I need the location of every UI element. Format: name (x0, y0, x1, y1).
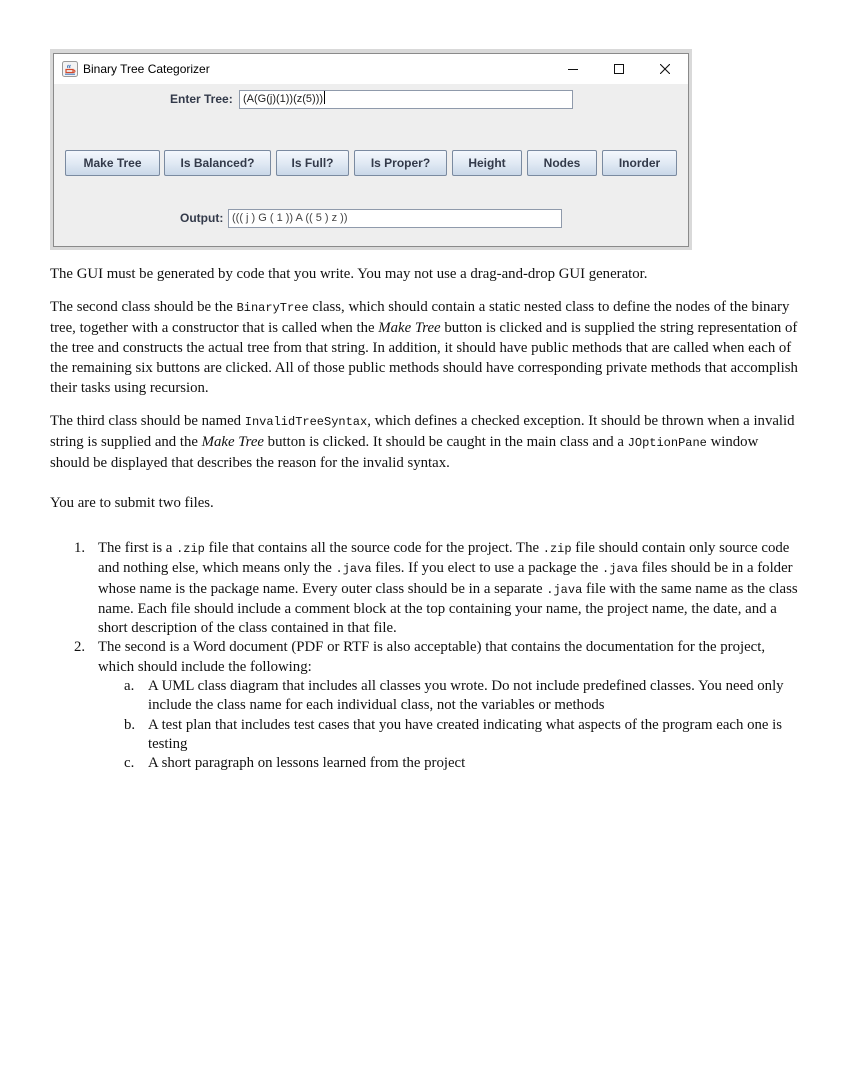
sub-list-item (98, 716, 798, 755)
inorder-button[interactable]: Inorder (602, 150, 677, 176)
code-binarytree: BinaryTree (236, 301, 309, 315)
tree-input-value: (A(G(j)(1))(z(5))) (243, 93, 324, 105)
nodes-button[interactable]: Nodes (527, 150, 597, 176)
height-button[interactable]: Height (452, 150, 522, 176)
text-caret (324, 91, 325, 104)
list-item (50, 638, 798, 773)
emphasis-make-tree: Make Tree (378, 320, 441, 336)
list-item (50, 539, 798, 638)
window-title: Binary Tree Categorizer (83, 62, 210, 76)
text-run: The first is a (98, 540, 177, 556)
code-zip: .zip (176, 542, 205, 556)
text-run: The second is a Word document (PDF or RTF is also acceptable) that contains the documentation for the project, which should include the following: (98, 639, 766, 675)
title-bar (54, 54, 688, 84)
output-field[interactable]: ((( j ) G ( 1 )) A (( 5 ) z )) (228, 209, 562, 228)
gui-screenshot (50, 49, 692, 250)
sub-list-item (98, 677, 798, 716)
sub-list-letter: a. (124, 678, 135, 695)
minimize-button[interactable] (550, 54, 596, 84)
list-number: 2. (74, 639, 86, 656)
text-run: files should be in a folder whose name is the package name. Every outer class should be in a separate (98, 560, 793, 597)
is-proper-button[interactable]: Is Proper? (354, 150, 447, 176)
code-zip: .zip (542, 542, 572, 556)
text-run: The second class should be the (50, 299, 237, 315)
is-full-button[interactable]: Is Full? (276, 150, 349, 176)
list-number: 1. (74, 540, 86, 556)
text-run: file should contain only source code and nothing else, which means only the (98, 540, 790, 577)
submission-list (50, 539, 798, 774)
text-run: A short paragraph on lessons learned from the project (148, 755, 466, 772)
document-body (50, 264, 798, 774)
emphasis-make-tree: Make Tree (201, 434, 264, 450)
submit-intro: You are to submit two files. (50, 495, 214, 511)
is-balanced-button[interactable]: Is Balanced? (164, 150, 271, 176)
text-run: , which defines a checked exception. It should be thrown when a invalid string is supplied and the (50, 413, 795, 450)
java-app-icon (62, 61, 78, 77)
output-label: Output: (180, 211, 224, 225)
code-java: .java (546, 582, 583, 597)
text-run: window should be displayed that describes the reason for the invalid syntax. (50, 434, 759, 471)
content-pane (54, 84, 688, 246)
maximize-button[interactable] (596, 54, 642, 84)
text-run: class, which should contain a static nested class to define the nodes of the binary tree, together with a constructor that is called when the (50, 299, 790, 336)
code-joptionpane: JOptionPane (627, 436, 707, 450)
text-run: The third class should be named (50, 413, 245, 429)
sub-list-item (98, 754, 798, 773)
text-run: file that contains all the source code for the project. The (204, 540, 543, 556)
code-java: .java (335, 562, 372, 577)
app-window (53, 53, 689, 247)
text-run: file with the same name as the class name. Each file should include a comment block at the top containing your name, the project name, the date, and a short description of the class contained in that file. (98, 580, 798, 637)
text-run: A UML class diagram that includes all classes you wrote. Do not include predefined classes. You need only include the class name for each individual class, not the variables or methods (148, 678, 784, 714)
sub-list-letter: c. (124, 755, 135, 772)
gui-requirement-paragraph: The GUI must be generated by code that you write. You may not use a drag-and-drop GUI generator. (50, 266, 648, 282)
text-run: button is clicked and is supplied the string representation of the tree and constructs the actual tree from that string. In addition, it should have public methods that are called when each of the remaining six buttons are clicked. All of those public methods should have corresponding private methods that accomplish their tasks using recursion. (50, 320, 798, 396)
text-run: files. If you elect to use a package the (371, 560, 603, 577)
close-button[interactable] (642, 54, 688, 84)
sub-list-letter: b. (124, 716, 136, 733)
code-invalidtreesyntax: InvalidTreeSyntax (244, 415, 368, 429)
tree-input[interactable] (239, 90, 573, 109)
text-run: A test plan that includes test cases that you have created indicating what aspects of the program each one is testing (148, 716, 782, 752)
binarytree-paragraph (50, 297, 798, 398)
enter-tree-label: Enter Tree: (170, 92, 233, 106)
code-java: .java (602, 562, 639, 577)
invalidtreesyntax-paragraph (50, 411, 798, 473)
text-run: button is clicked. It should be caught in the main class and a (263, 434, 628, 450)
make-tree-button[interactable]: Make Tree (65, 150, 160, 176)
